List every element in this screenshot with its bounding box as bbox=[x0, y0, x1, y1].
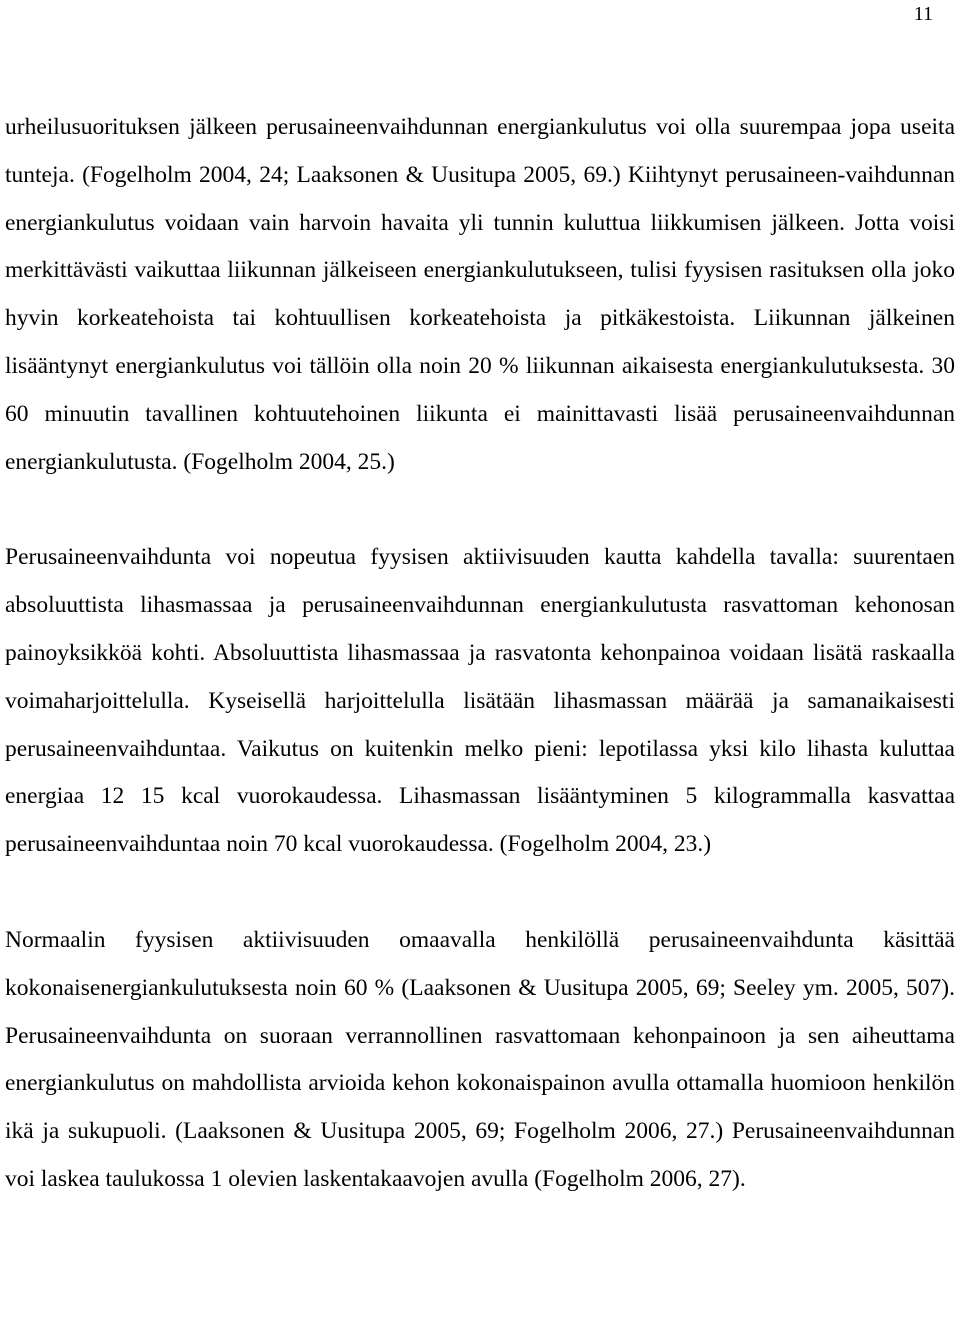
page-body bbox=[5, 104, 955, 1204]
page-number: 11 bbox=[913, 3, 933, 25]
paragraph-exercise-energy: urheilusuorituksen jälkeen perusaineenvaihdunnan energiankulutus voi olla suurempaa jopa useita tunteja. (Fogelholm 2004, 24; Laaksonen & Uusitupa 2005, 69.) Kiihtynyt perusaineen-vaihdunnan energiankulutus voidaan vain harvoin havaita yli tunnin kuluttua liikkumisen jälkeen. Jotta voisi merkittävästi vaikuttaa liikunnan jälkeiseen energiankulutukseen, tulisi fyysisen rasituksen olla joko hyvin korkeatehoista tai kohtuullisen korkeatehoista ja pitkäkestoista. Liikunnan jälkeinen lisääntynyt energiankulutus voi tällöin olla noin 20 % liikunnan aikaisesta energiankulutuksesta. 30 60 minuutin tavallinen kohtuutehoinen liikunta ei mainittavasti lisää perusaineenvaihdunnan energiankulutusta. (Fogelholm 2004, 25.) bbox=[5, 114, 955, 475]
paragraph-basal-metabolism: Normaalin fyysisen aktiivisuuden omaavalla henkilöllä perusaineenvaihdunta käsittää kokonaisenergiankulutuksesta noin 60 % (Laaksonen & Uusitupa 2005, 69; Seeley ym. 2005, 507). Perusaineenvaihdunta on suoraan verrannollinen rasvattomaan kehonpainoon ja sen aiheuttama energiankulutus on mahdollista arvioida kehon kokonaispainon avulla ottamalla huomioon henkilön ikä ja sukupuoli. (Laaksonen & Uusitupa 2005, 69; Fogelholm 2006, 27.) Perusaineenvaihdunnan voi laskea taulukossa 1 olevien laskentakaavojen avulla (Fogelholm 2006, 27). bbox=[5, 926, 955, 1192]
paragraph-muscle-mass: Perusaineenvaihdunta voi nopeutua fyysisen aktiivisuuden kautta kahdella tavalla: suurentaen absoluuttista lihasmassaa ja perusaineenvaihdunnan energiankulutusta rasvattoman kehonosan painoyksikköä kohti. Absoluuttista lihasmassaa ja rasvatonta kehonpainoa voidaan lisätä raskaalla voimaharjoittelulla. Kyseisellä harjoittelulla lisätään lihasmassan määrää ja samanaikaisesti perusaineenvaihduntaa. Vaikutus on kuitenkin melko pieni: lepotilassa yksi kilo lihasta kuluttaa energiaa 12 15 kcal vuorokaudessa. Lihasmassan lisääntyminen 5 kilogrammalla kasvattaa perusaineenvaihduntaa noin 70 kcal vuorokaudessa. (Fogelholm 2004, 23.) bbox=[5, 544, 955, 858]
